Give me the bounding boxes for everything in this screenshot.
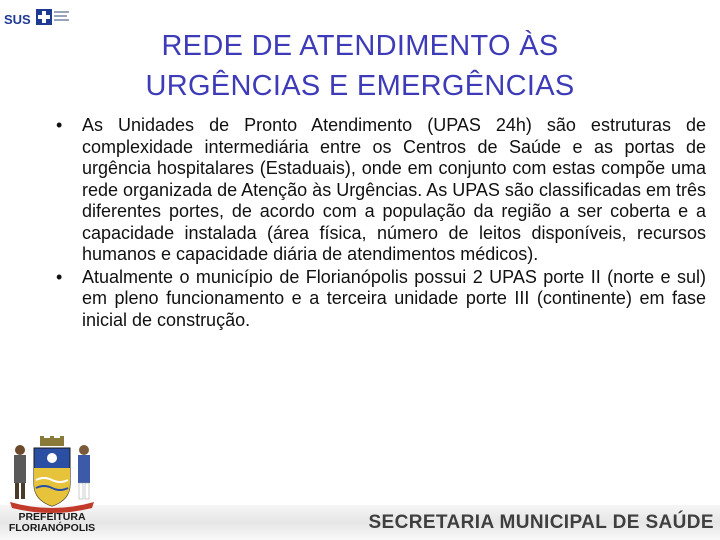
prefeitura-line-1: PREFEITURA [18, 511, 86, 523]
sus-logo-text: SUS [4, 12, 31, 27]
prefeitura-label [4, 512, 100, 534]
slide-title [60, 26, 660, 106]
bullet-marker: • [56, 266, 63, 287]
bullet-list [50, 115, 706, 332]
bullet-text: As Unidades de Pronto Atendimento (UPAS 24h) são estruturas de complexidade intermediária entre os Centros de Saúde e as portas de urgência hospitalares (Estaduais), onde em conjunto com estas compõe uma rede organizada de Atenção às Urgências. As UPAS são classificadas em três diferentes portes, de acordo com a população da região a ser coberta e a capacidade instalada (área física, número de leitos disponíveis, recursos humanos e capacidade diária de atendimentos médicos). [82, 115, 706, 264]
bullet-item [50, 267, 706, 332]
prefeitura-line-2: FLORIANÓPOLIS [8, 522, 96, 534]
title-line-1: REDE DE ATENDIMENTO ÀS [161, 30, 559, 62]
secretaria-label: SECRETARIA MUNICIPAL DE SAÚDE [368, 512, 714, 533]
title-line-2: URGÊNCIAS E EMERGÊNCIAS [145, 70, 575, 102]
bullet-marker: • [56, 115, 63, 135]
bullet-text: Atualmente o município de Florianópolis possui 2 UPAS porte II (norte e sul) em pleno funcionamento e a terceira unidade porte III (continente) em fase inicial de construção. [82, 266, 706, 330]
bullet-item [50, 115, 706, 266]
florianopolis-crest-icon [4, 436, 100, 516]
